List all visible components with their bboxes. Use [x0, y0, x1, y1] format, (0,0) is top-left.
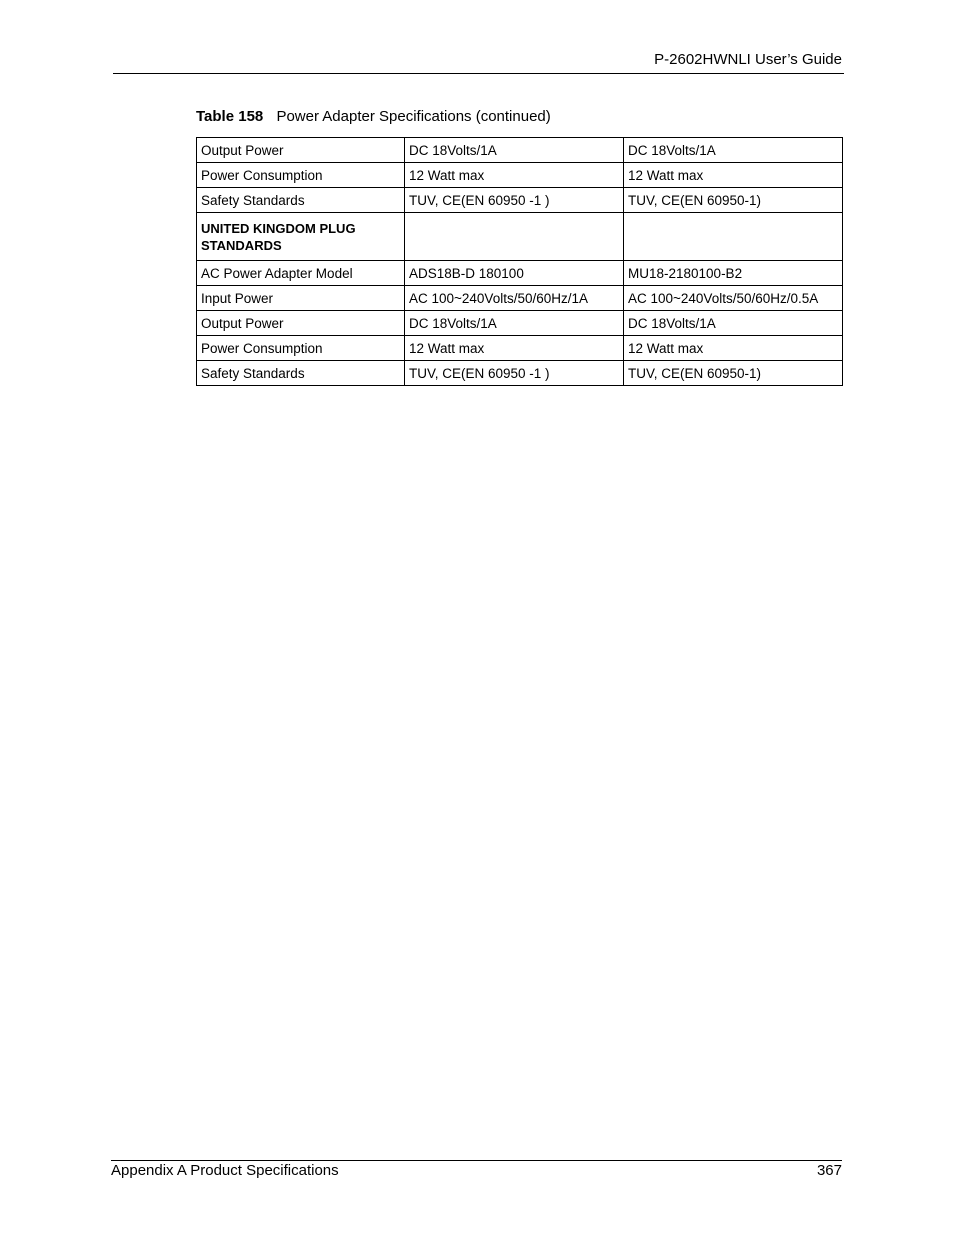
table-row — [197, 163, 843, 188]
cell-value: ADS18B-D 180100 — [405, 261, 624, 286]
table-row — [197, 188, 843, 213]
cell-value: DC 18Volts/1A — [405, 311, 624, 336]
row-label: Input Power — [197, 286, 405, 311]
row-label: Output Power — [197, 311, 405, 336]
cell-value: 12 Watt max — [624, 163, 843, 188]
cell-value: 12 Watt max — [624, 336, 843, 361]
row-label: AC Power Adapter Model — [197, 261, 405, 286]
table-row — [197, 311, 843, 336]
row-label: Power Consumption — [197, 163, 405, 188]
table-row — [197, 286, 843, 311]
cell-value: AC 100~240Volts/50/60Hz/0.5A — [624, 286, 843, 311]
power-adapter-spec-table — [196, 137, 843, 386]
table-caption-text: Power Adapter Specifications (continued) — [276, 108, 551, 125]
cell-value: TUV, CE(EN 60950 -1 ) — [405, 361, 624, 386]
row-label: Safety Standards — [197, 188, 405, 213]
cell-value — [624, 213, 843, 261]
table-row — [197, 138, 843, 163]
cell-value: TUV, CE(EN 60950-1) — [624, 361, 843, 386]
cell-value: TUV, CE(EN 60950-1) — [624, 188, 843, 213]
table-row — [197, 336, 843, 361]
cell-value: AC 100~240Volts/50/60Hz/1A — [405, 286, 624, 311]
table-caption — [196, 108, 551, 125]
header-rule — [113, 73, 844, 74]
section-heading: UNITED KINGDOM PLUG STANDARDS — [197, 213, 405, 261]
cell-value: DC 18Volts/1A — [624, 311, 843, 336]
running-header-title: P-2602HWNLI User’s Guide — [654, 51, 842, 68]
cell-value: TUV, CE(EN 60950 -1 ) — [405, 188, 624, 213]
cell-value — [405, 213, 624, 261]
table-caption-number: Table 158 — [196, 108, 264, 125]
table-row — [197, 361, 843, 386]
footer-rule — [111, 1160, 842, 1161]
cell-value: MU18-2180100-B2 — [624, 261, 843, 286]
table-row — [197, 261, 843, 286]
cell-value: 12 Watt max — [405, 163, 624, 188]
cell-value: DC 18Volts/1A — [405, 138, 624, 163]
cell-value: 12 Watt max — [405, 336, 624, 361]
section-heading-row — [197, 213, 843, 261]
page-number: 367 — [816, 1162, 842, 1179]
footer-section-title: Appendix A Product Specifications — [111, 1162, 339, 1179]
row-label: Output Power — [197, 138, 405, 163]
cell-value: DC 18Volts/1A — [624, 138, 843, 163]
row-label: Power Consumption — [197, 336, 405, 361]
row-label: Safety Standards — [197, 361, 405, 386]
